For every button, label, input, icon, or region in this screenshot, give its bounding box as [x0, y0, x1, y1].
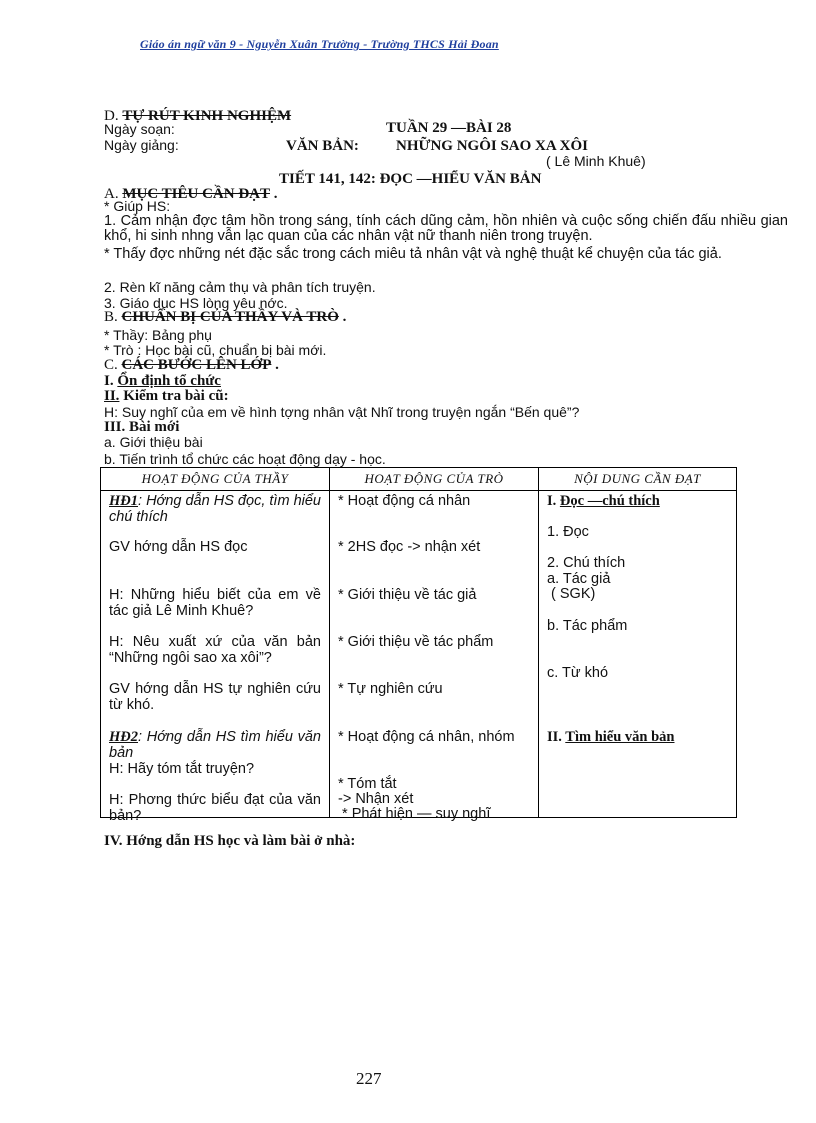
section-d-prefix: D. [104, 108, 119, 124]
objective-3: 3. Giáo dục HS lòng yêu nớc. [104, 295, 288, 311]
review-question: H: Suy nghĩ của em về hình tợng nhân vật Nhĩ trong truyện ngắn “Bến quê”? [104, 404, 580, 420]
tuan-bai-heading: TUẦN 29 —BÀI 28 [386, 120, 512, 136]
section-b-title: CHUẨN BỊ CỦA THẦY VÀ TRÒ [121, 309, 339, 325]
student-r9: * Phát hiện — suy nghĩ [338, 806, 491, 822]
content-doc: 1. Đọc [547, 524, 589, 540]
content-section-2-num: II. [547, 729, 562, 745]
step-i-text: Ổn định tổ chức [117, 373, 221, 389]
content-section-1-title: Đọc —chú thích [559, 493, 660, 509]
content-section-2 [547, 729, 728, 745]
step-i-num: I. [104, 373, 114, 389]
table-header-row [101, 468, 737, 491]
header-teacher: HOẠT ĐỘNG CỦA THẦY [101, 468, 330, 491]
student-r6: * Hoạt động cá nhân, nhóm [338, 729, 515, 745]
step-iii-a: a. Giới thiệu bài [104, 434, 203, 450]
step-ii-text: Kiểm tra bài cũ: [123, 388, 229, 404]
hd2-label: HĐ2 [109, 729, 138, 745]
section-b-suffix: . [342, 309, 347, 325]
content-tukho: c. Từ khó [547, 665, 609, 681]
table-body-row [101, 491, 737, 818]
gv-instruction-2: GV hớng dẫn HS tự nghiên cứu từ khó. [109, 681, 321, 713]
content-section-1-num: I. [547, 493, 557, 509]
student-r1: * Hoạt động cá nhân [338, 493, 471, 509]
student-r5: * Tự nghiên cứu [338, 681, 443, 697]
prep-tro: * Trò : Học bài cũ, chuẩn bị bài mới. [104, 342, 327, 358]
content-chuthich: 2. Chú thích [547, 555, 626, 571]
section-d-title: TỰ RÚT KINH NGHIỆM [122, 108, 292, 124]
step-iii: III. Bài mới [104, 419, 180, 435]
section-c-title: CÁC BƯỚC LÊN LỚP [121, 357, 272, 373]
hd1-text: : Hớng dẫn HS đọc, tìm hiểu chú thích [109, 493, 321, 525]
ngay-soan-label: Ngày soạn: [104, 121, 175, 137]
van-ban-title: NHỮNG NGÔI SAO XA XÔI [396, 138, 588, 154]
section-c-suffix: . [275, 357, 279, 373]
content-column [539, 491, 737, 818]
question-origin: H: Nêu xuất xứ của văn bản “Những ngôi sao xa xôi”? [109, 634, 321, 666]
content-section-2-title: Tìm hiểu văn bản [565, 729, 675, 745]
document-header: Giáo án ngữ văn 9 - Nguyễn Xuân Trường - Trường THCS Hải Đoan [140, 37, 499, 51]
section-b-heading [104, 309, 346, 326]
prep-thay: * Thầy: Bảng phụ [104, 327, 212, 343]
student-r7: * Tóm tắt [338, 776, 397, 792]
hd1-block [109, 493, 321, 525]
student-r4: * Giới thiệu về tác phẩm [338, 634, 494, 650]
section-iv-heading: IV. Hớng dẫn HS học và làm bài ở nhà: [104, 833, 356, 849]
step-iii-b: b. Tiến trình tổ chức các hoạt động dạy - học. [104, 451, 386, 467]
student-r8: -> Nhận xét [338, 791, 414, 807]
student-r3: * Giới thiệu về tác giả [338, 587, 477, 603]
question-author: H: Những hiểu biết của em về tác giả Lê Minh Khuê? [109, 587, 321, 619]
section-a-suffix: . [273, 186, 278, 202]
hd2-text: : Hớng dẫn HS tìm hiểu văn bản [109, 729, 321, 761]
section-b-prefix: B. [104, 309, 118, 325]
content-section-1 [547, 493, 728, 509]
author-name: ( Lê Minh Khuê) [546, 153, 646, 169]
ngay-giang-label: Ngày giảng: [104, 137, 179, 153]
question-method: H: Phơng thức biểu đạt của văn bản? [109, 792, 321, 824]
step-ii-num: II. [104, 388, 120, 404]
section-c-prefix: C. [104, 357, 118, 373]
gv-instruction-1: GV hớng dẫn HS đọc [109, 539, 248, 555]
content-sgk: ( SGK) [547, 586, 596, 602]
student-r2: * 2HS đọc -> nhận xét [338, 539, 481, 555]
hd2-block [109, 729, 321, 761]
section-a-intro: * Giúp HS: [104, 198, 171, 214]
objective-1b: * Thấy đợc những nét đặc sắc trong cách miêu tả nhân vật và nghệ thuật kể chuyện của tác giả. [104, 246, 722, 262]
student-column [330, 491, 539, 822]
question-summary: H: Hãy tóm tắt truyện? [109, 761, 255, 777]
hd1-label: HĐ1 [109, 493, 138, 509]
page-number: 227 [356, 1069, 382, 1088]
header-student: HOẠT ĐỘNG CỦA TRÒ [330, 468, 539, 491]
header-content: NỘI DUNG CẦN ĐẠT [539, 468, 737, 491]
objective-1: 1. Cảm nhận đợc tâm hồn trong sáng, tính cách dũng cảm, hồn nhiên và cuộc sống chiến đấu nhiều gian khổ, hi sinh nhng vẫn lạc quan của các nhân vật nữ thanh niên trong truyện. [104, 213, 788, 244]
activity-table [100, 467, 737, 824]
section-a-prefix: A. [104, 186, 119, 202]
van-ban-label: VĂN BẢN: [286, 138, 359, 154]
step-ii [104, 388, 229, 405]
objective-2: 2. Rèn kĩ năng cảm thụ và phân tích truyện. [104, 279, 376, 295]
tiet-heading: TIẾT 141, 142: ĐỌC —HIỂU VĂN BẢN [279, 171, 542, 187]
section-c-heading [104, 357, 279, 374]
content-tacgia: a. Tác giả [547, 571, 611, 587]
teacher-column [101, 491, 330, 824]
content-tacpham: b. Tác phẩm [547, 618, 628, 634]
section-a-title: MỤC TIÊU CẦN ĐẠT [122, 186, 270, 202]
